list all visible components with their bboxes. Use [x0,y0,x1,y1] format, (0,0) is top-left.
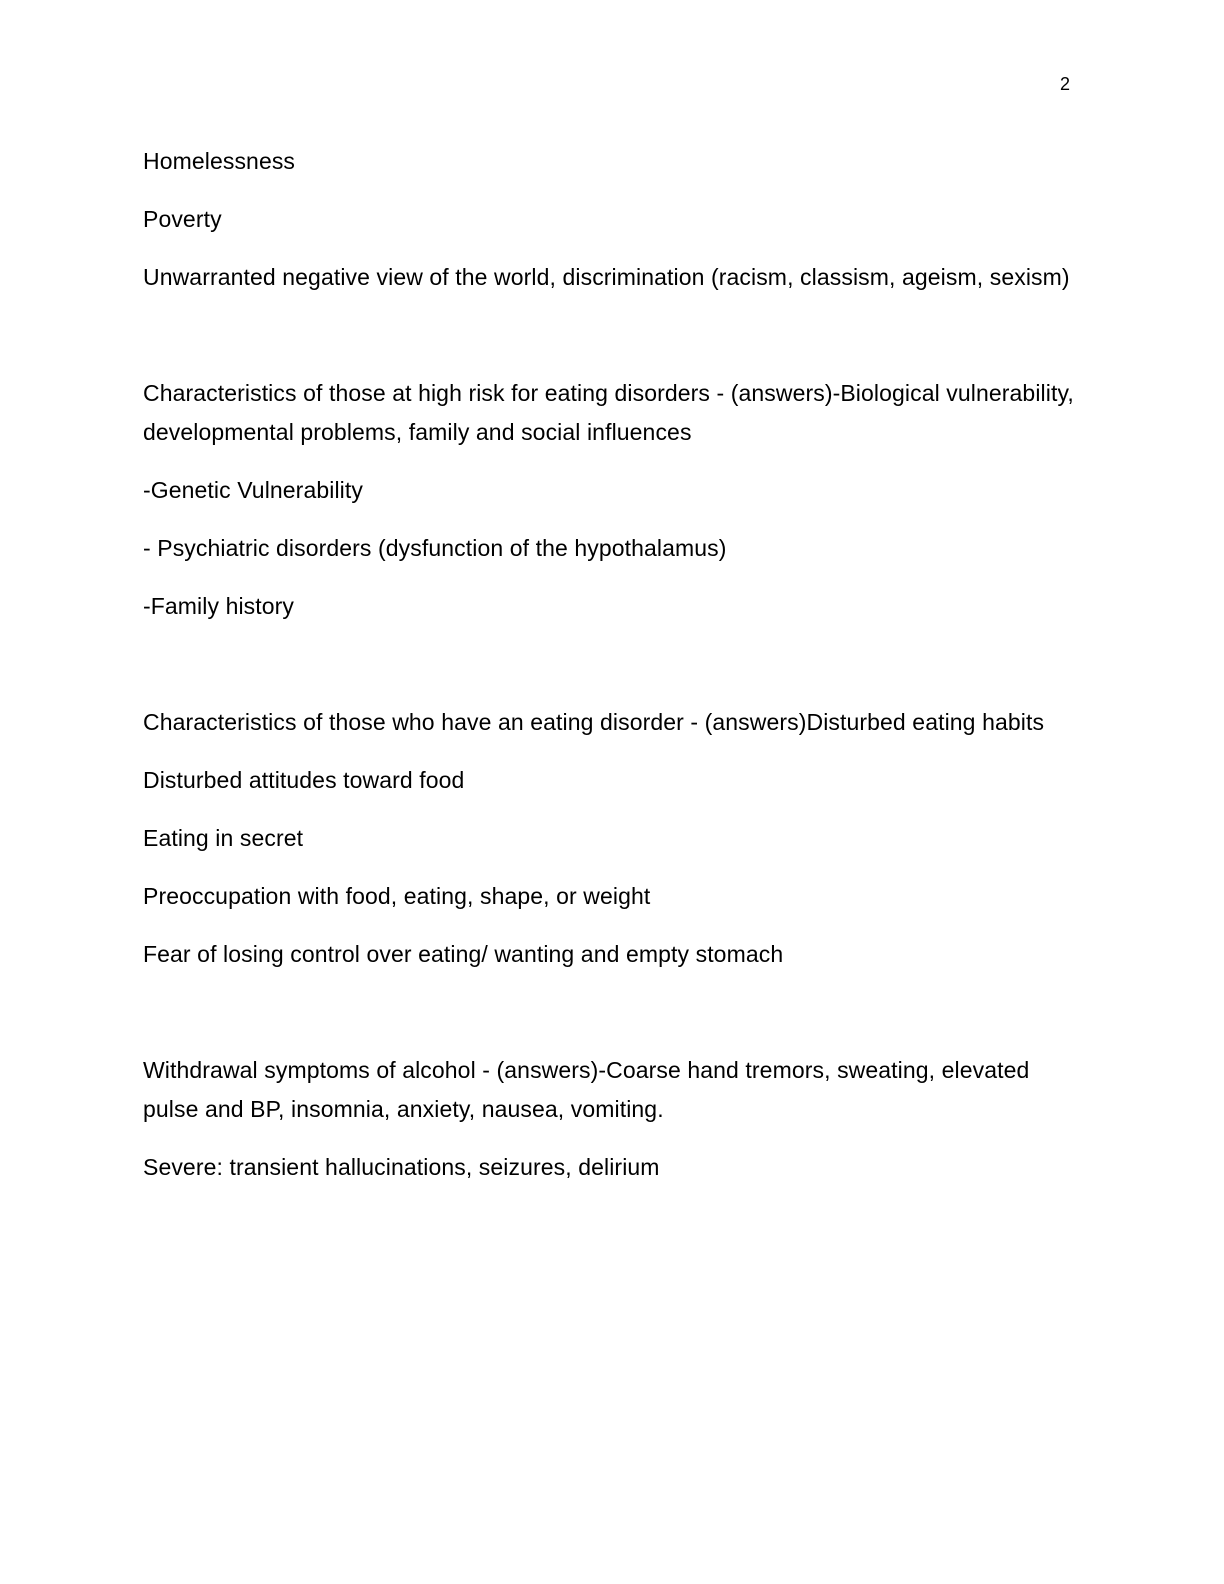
paragraph: Unwarranted negative view of the world, discrimination (racism, classism, ageism, sexism) [143,264,1070,290]
paragraph: Fear of losing control over eating/ wanting and empty stomach [143,941,784,967]
document-body [143,142,1078,1206]
section-eating-disorder-risk [143,374,1078,626]
paragraph: Poverty [143,206,222,232]
paragraph: Eating in secret [143,825,304,851]
paragraph: - Psychiatric disorders (dysfunction of the hypothalamus) [143,535,727,561]
paragraph: Disturbed attitudes toward food [143,767,465,793]
section-gap [143,645,1078,703]
section-gap [143,316,1078,374]
section-eating-disorder-characteristics [143,703,1078,974]
paragraph: -Genetic Vulnerability [143,477,363,503]
paragraph: Withdrawal symptoms of alcohol - (answers)-Coarse hand tremors, sweating, elevated pulse and BP, insomnia, anxiety, nausea, vomiting. [143,1057,1030,1122]
section-alcohol-withdrawal [143,1051,1078,1187]
paragraph: Severe: transient hallucinations, seizures, delirium [143,1154,660,1180]
section-social-factors [143,142,1078,297]
page-number: 2 [1059,74,1070,94]
paragraph: Characteristics of those at high risk for eating disorders - (answers)-Biological vulnerability, developmental problems, family and social influences [143,380,1074,445]
paragraph: Characteristics of those who have an eating disorder - (answers)Disturbed eating habits [143,709,1045,735]
paragraph: Homelessness [143,148,296,174]
paragraph: -Family history [143,593,295,619]
paragraph: Preoccupation with food, eating, shape, or weight [143,883,651,909]
section-gap [143,993,1078,1051]
